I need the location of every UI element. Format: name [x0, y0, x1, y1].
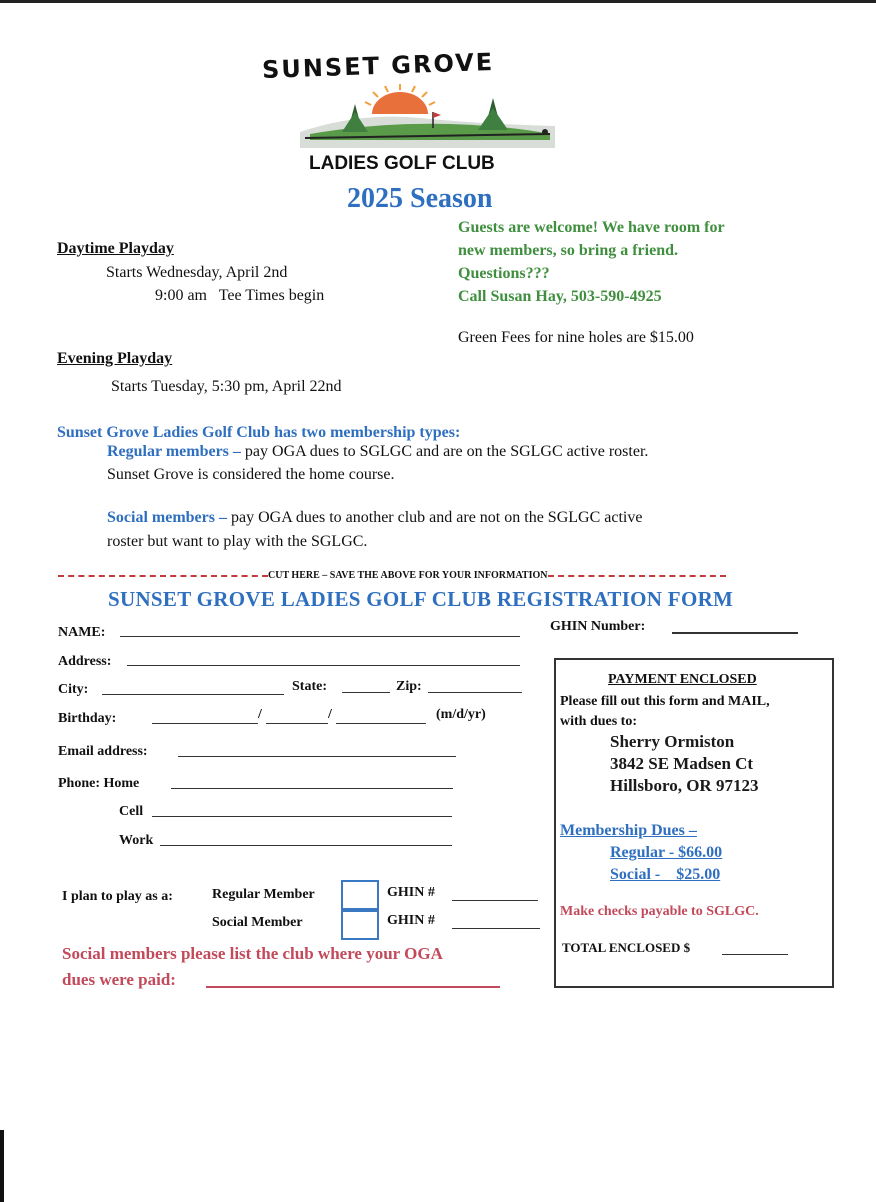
birthday-day-field[interactable]: [266, 723, 328, 724]
birthday-label: Birthday:: [58, 711, 117, 726]
address-field[interactable]: [127, 665, 520, 666]
phone-work-label: Work: [119, 833, 154, 848]
payment-instructions-1: Please fill out this form and MAIL,: [560, 694, 770, 709]
regular-member-option-label: Regular Member: [212, 887, 315, 902]
cut-line-text: CUT HERE – SAVE THE ABOVE FOR YOUR INFORMATION: [268, 570, 548, 581]
social-dues-paid-label: dues were paid:: [62, 970, 176, 989]
address-label: Address:: [58, 654, 112, 669]
social-member-checkbox[interactable]: [341, 910, 379, 940]
city-field[interactable]: [102, 694, 284, 695]
regular-members-desc: [107, 443, 648, 461]
cut-dash-right: [548, 575, 726, 577]
regular-dues: Regular - $66.00: [610, 844, 723, 861]
name-field[interactable]: [120, 636, 520, 637]
social-members-label: Social members –: [107, 509, 227, 526]
evening-heading: Evening Playday: [57, 350, 173, 367]
phone-work-field[interactable]: [160, 845, 452, 846]
social-members-text: pay OGA dues to another club and are not on the SGLGC active: [226, 509, 643, 526]
city-label: City:: [58, 682, 89, 697]
ghin-number-field[interactable]: [672, 632, 798, 634]
social-ghin-label: GHIN #: [387, 913, 435, 928]
social-ghin-field[interactable]: [452, 928, 540, 929]
social-members-roster: roster but want to play with the SGLGC.: [107, 533, 368, 550]
membership-dues-heading: Membership Dues –: [560, 822, 697, 839]
payment-heading: PAYMENT ENCLOSED: [608, 672, 757, 687]
plan-to-play-label: I plan to play as a:: [62, 889, 173, 904]
phone-home-label: Phone: Home: [58, 776, 140, 791]
birthday-separator-1: /: [258, 707, 262, 722]
phone-cell-label: Cell: [119, 804, 144, 819]
daytime-start: Starts Wednesday, April 2nd: [106, 264, 288, 281]
social-club-note: Social members please list the club where your OGA: [62, 944, 443, 963]
payment-box: [554, 658, 834, 988]
birthday-format-hint: (m/d/yr): [436, 707, 486, 722]
cut-dash-left: [58, 575, 268, 577]
zip-field[interactable]: [428, 692, 522, 693]
birthday-separator-2: /: [328, 707, 332, 722]
registration-form-title: SUNSET GROVE LADIES GOLF CLUB REGISTRATION FORM: [108, 587, 734, 611]
total-enclosed-label: TOTAL ENCLOSED $: [562, 940, 691, 955]
regular-member-checkbox[interactable]: [341, 880, 379, 910]
regular-members-label: Regular members –: [107, 443, 241, 460]
membership-intro: Sunset Grove Ladies Golf Club has two membership types:: [57, 424, 461, 441]
social-member-option-label: Social Member: [212, 915, 303, 930]
scan-edge-mark: [0, 1130, 4, 1202]
cut-line: [58, 570, 726, 581]
zip-label: Zip:: [396, 679, 422, 694]
guests-welcome: Guests are welcome! We have room for: [458, 219, 725, 236]
mail-address-name: Sherry Ormiston: [610, 732, 735, 751]
club-logo-title: SUNSET GROVE: [261, 47, 495, 85]
regular-ghin-label: GHIN #: [387, 885, 435, 900]
golf-course-logo-icon: [300, 82, 555, 153]
regular-ghin-field[interactable]: [452, 900, 538, 901]
name-label: NAME:: [58, 625, 106, 640]
social-dues: Social - $25.00: [610, 866, 721, 883]
mail-address-street: 3842 SE Madsen Ct: [610, 754, 754, 773]
guests-questions: Questions???: [458, 265, 550, 282]
guests-contact: Call Susan Hay, 503-590-4925: [458, 288, 662, 305]
state-field[interactable]: [342, 692, 390, 693]
email-field[interactable]: [178, 756, 456, 757]
birthday-year-field[interactable]: [336, 723, 426, 724]
checks-payable: Make checks payable to SGLGC.: [560, 904, 759, 919]
daytime-heading: Daytime Playday: [57, 240, 174, 257]
phone-home-field[interactable]: [171, 788, 453, 789]
daytime-tee-times: 9:00 am Tee Times begin: [155, 287, 325, 304]
payment-instructions-2: with dues to:: [560, 714, 638, 729]
green-fees: Green Fees for nine holes are $15.00: [458, 329, 694, 346]
regular-members-home: Sunset Grove is considered the home course.: [107, 466, 395, 483]
top-border: [0, 0, 876, 3]
state-label: State:: [292, 679, 327, 694]
evening-start: Starts Tuesday, 5:30 pm, April 22nd: [111, 378, 342, 395]
season-title: 2025 Season: [347, 183, 493, 214]
email-label: Email address:: [58, 744, 148, 759]
social-members-desc: [107, 509, 642, 527]
phone-cell-field[interactable]: [152, 816, 452, 817]
ghin-number-label: GHIN Number:: [550, 619, 646, 634]
regular-members-text: pay OGA dues to SGLGC and are on the SGLGC active roster.: [240, 443, 649, 460]
social-dues-paid-field[interactable]: [206, 986, 500, 988]
guests-bring-friend: new members, so bring a friend.: [458, 242, 678, 259]
total-enclosed-field[interactable]: [722, 954, 788, 955]
club-logo-subtitle: LADIES GOLF CLUB: [309, 153, 495, 174]
mail-address-city: Hillsboro, OR 97123: [610, 776, 759, 795]
birthday-month-field[interactable]: [152, 723, 258, 724]
